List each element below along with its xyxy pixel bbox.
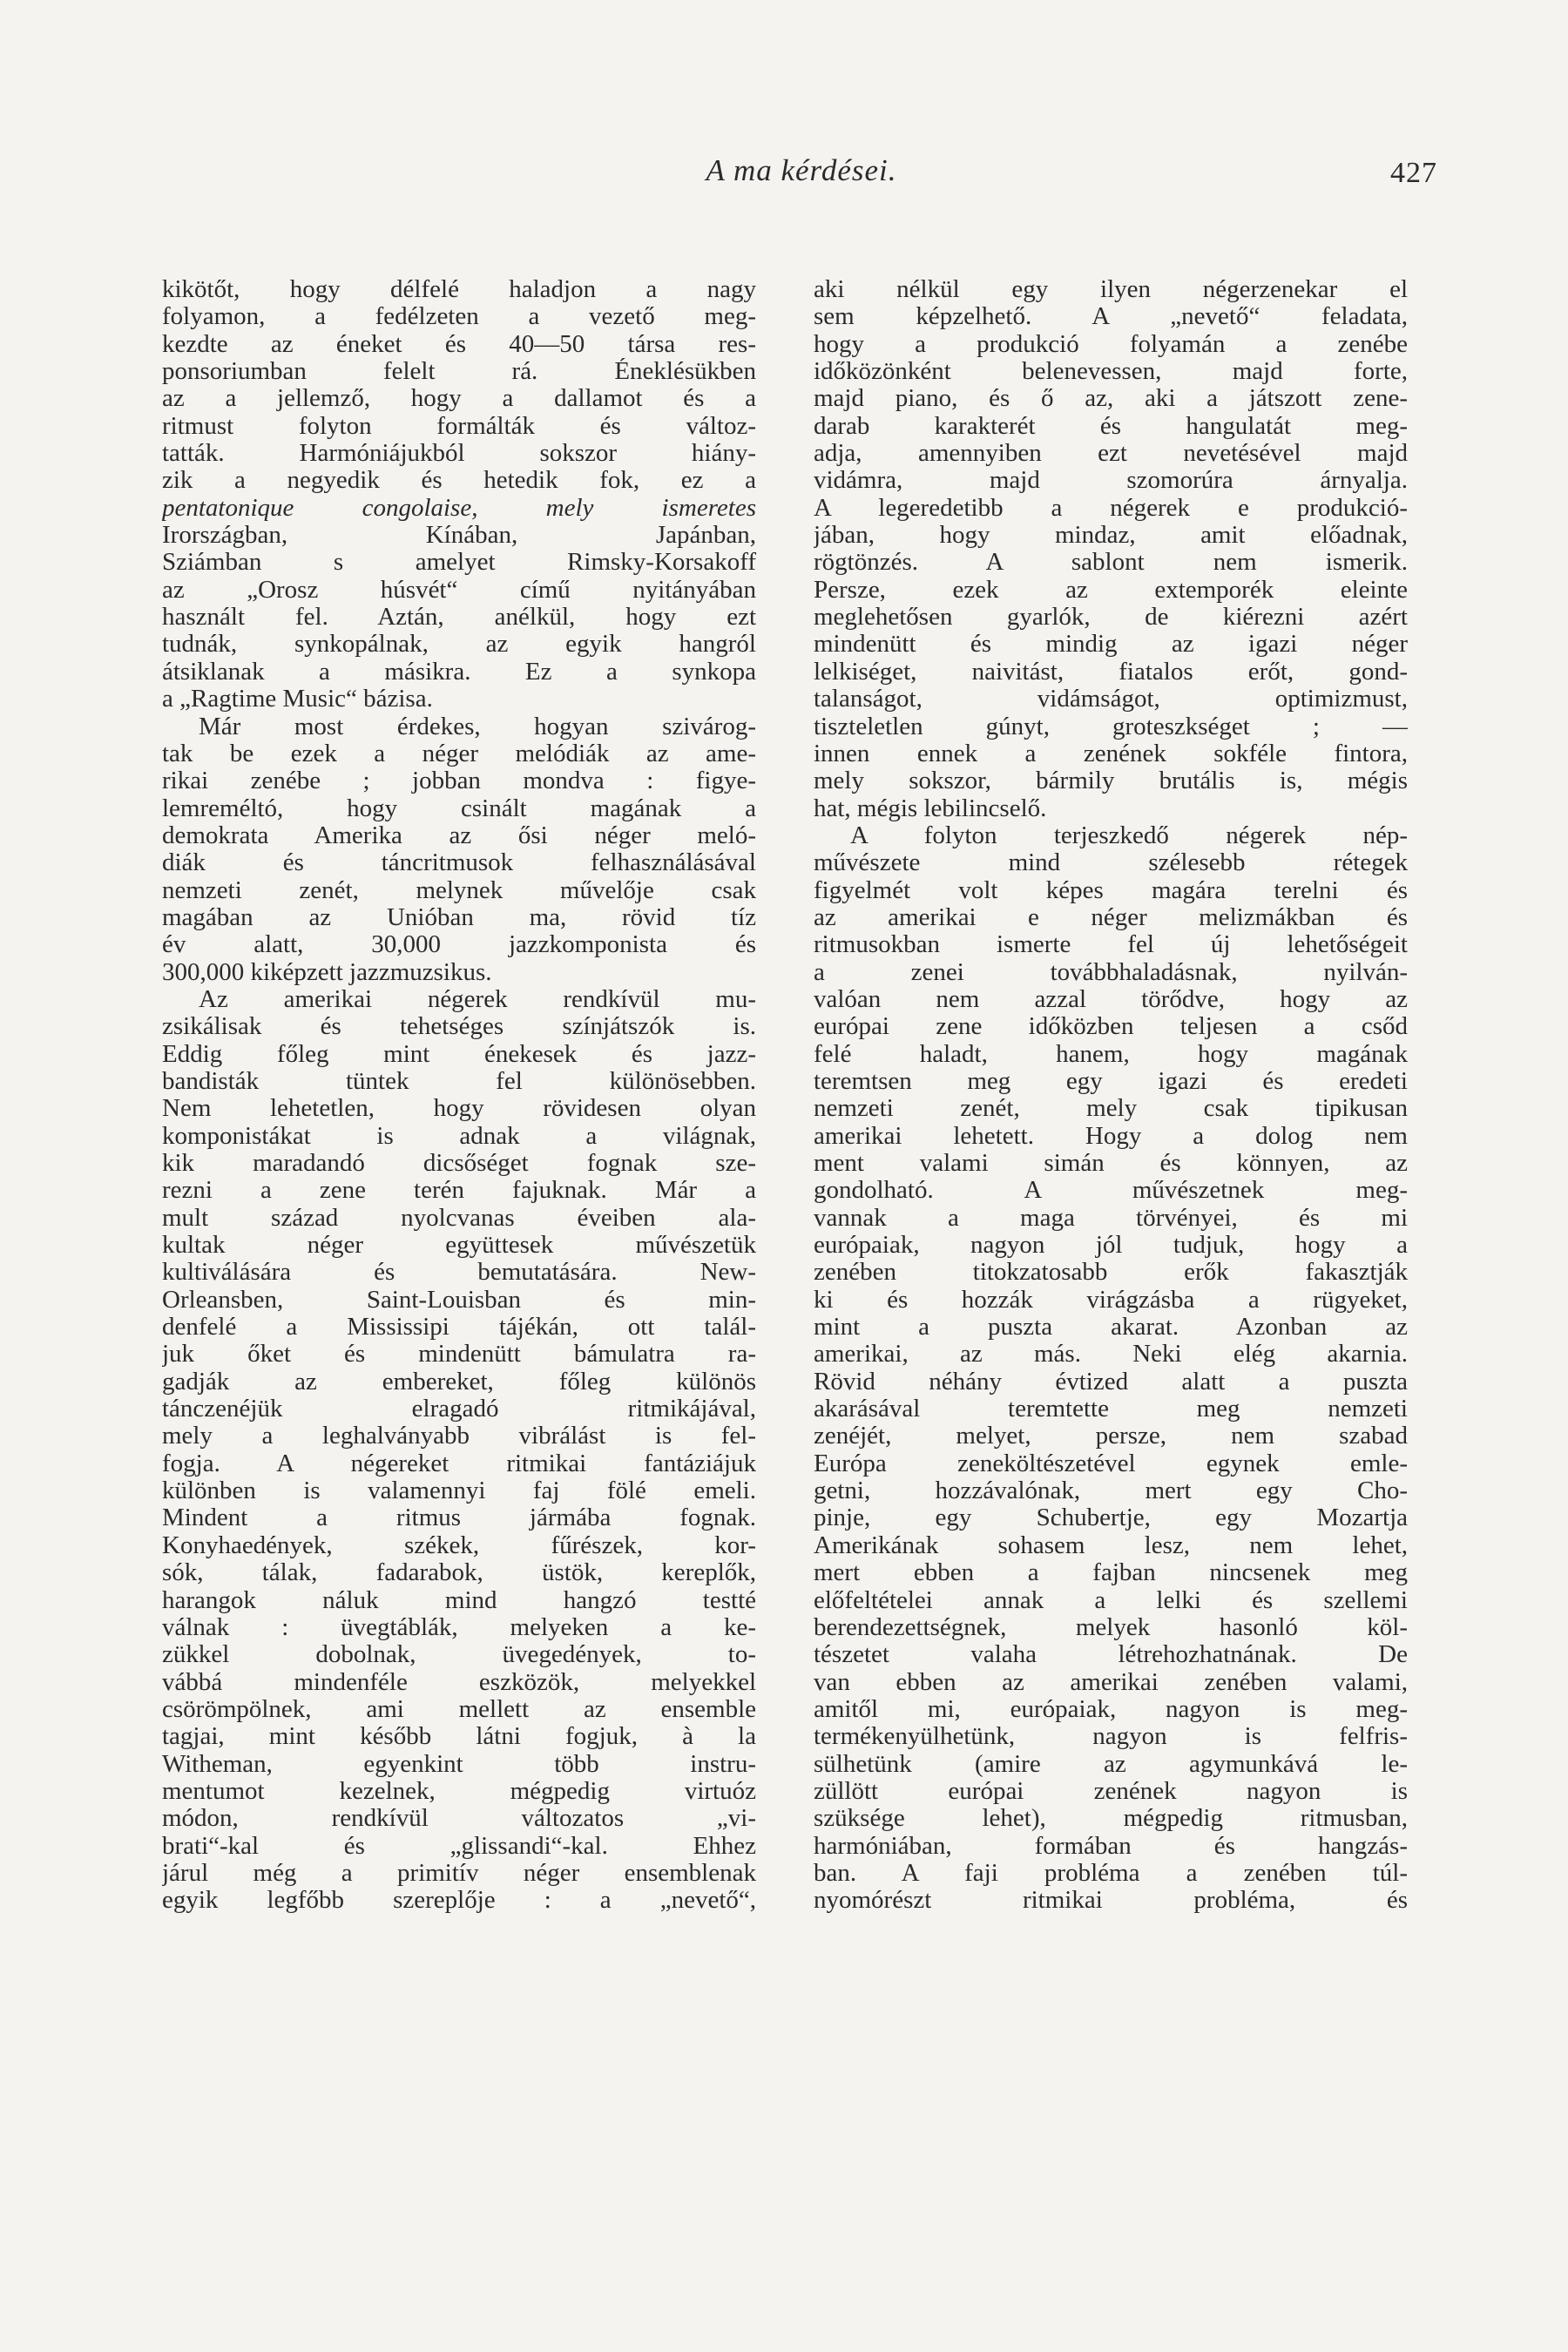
text-line: kik maradandó dicsőséget fognak sze-	[162, 1150, 756, 1177]
paragraph-start-line: A folyton terjeszkedő négerek nép-	[850, 821, 1408, 849]
text-line: a zenei továbbhaladásnak, nyilván-	[814, 958, 1408, 986]
text-line: berendezettségnek, melyek hasonló köl-	[814, 1613, 1408, 1641]
text-line: válnak : üvegtáblák, melyeken a ke-	[162, 1613, 756, 1641]
text-line: Nem lehetetlen, hogy rövidesen olyan	[162, 1095, 756, 1123]
text-line: figyelmét volt képes magára terelni és	[814, 876, 1408, 904]
text-line: amerikai lehetett. Hogy a dolog nem	[814, 1122, 1408, 1150]
text-line: mely a leghalványabb vibrálást is fel-	[162, 1423, 756, 1450]
text-line: harangok náluk mind hangzó testté	[162, 1586, 756, 1614]
text-line: sem képzelhető. A „nevető“ feladata,	[814, 303, 1408, 331]
text-line: diák és táncritmusok felhasználásával	[162, 849, 756, 877]
text-line: rögtönzés. A sablont nem ismerik.	[814, 549, 1408, 577]
paragraph-start-line: Az amerikai négerek rendkívül mu-	[199, 985, 756, 1013]
text-line: tak be ezek a néger melódiák az ame-	[162, 740, 756, 767]
text-line: folyamon, a fedélzeten a vezető meg-	[162, 303, 756, 331]
text-line: termékenyülhetünk, nagyon is felfris-	[814, 1723, 1408, 1751]
text-line: időközönként belenevessen, majd forte,	[814, 358, 1408, 386]
text-line: aki nélkül egy ilyen négerzenekar el	[814, 276, 1408, 303]
text-line: módon, rendkívül változatos „vi-	[162, 1805, 756, 1833]
text-line: nyomórészt ritmikai probléma, és	[814, 1887, 1408, 1915]
text-line: egyik legfőbb szereplője : a „nevető“,	[162, 1887, 756, 1915]
text-line: brati“-kal és „glissandi“-kal. Ehhez	[162, 1832, 756, 1860]
text-line: ban. A faji probléma a zenében túl-	[814, 1859, 1408, 1887]
text-line: lelkiséget, naivitást, fiatalos erőt, gond-	[814, 658, 1408, 686]
text-line: adja, amennyiben ezt nevetésével majd	[814, 440, 1408, 468]
text-line: magában az Unióban ma, rövid tíz	[162, 903, 756, 931]
text-line: sók, tálak, fadarabok, üstök, kereplők,	[162, 1559, 756, 1587]
text-line: zsikálisak és tehetséges színjátszók is.	[162, 1013, 756, 1041]
text-line: Irországban, Kínában, Japánban,	[162, 522, 756, 550]
text-line: felé haladt, hanem, hogy magának	[814, 1040, 1408, 1068]
text-line: akarásával teremtette meg nemzeti	[814, 1396, 1408, 1423]
text-line: Witheman, egyenkint több instru-	[162, 1750, 756, 1778]
text-line: művészete mind szélesebb rétegek	[814, 849, 1408, 877]
text-line: szüksége lehet), mégpedig ritmusban,	[814, 1805, 1408, 1833]
text-line: vidámra, majd szomorúra árnyalja.	[814, 467, 1408, 495]
text-line: év alatt, 30,000 jazzkomponista és	[162, 931, 756, 959]
text-line: gadják az embereket, főleg különös	[162, 1368, 756, 1396]
text-line: mentumot kezelnek, mégpedig virtuóz	[162, 1777, 756, 1805]
text-line: zükkel dobolnak, üvegedények, to-	[162, 1641, 756, 1669]
text-line: járul még a primitív néger ensemblenak	[162, 1859, 756, 1887]
text-line: amitől mi, európaiak, nagyon is meg-	[814, 1695, 1408, 1723]
text-line: Rövid néhány évtized alatt a puszta	[814, 1368, 1408, 1396]
text-line: nemzeti zenét, melynek művelője csak	[162, 876, 756, 904]
italic-term: pentatonique congolaise, mely ismeretes	[162, 494, 756, 522]
text-line: tudnák, synkopálnak, az egyik hangról	[162, 631, 756, 659]
text-line: az „Orosz húsvét“ című nyitányában	[162, 576, 756, 604]
text-line: használt fel. Aztán, anélkül, hogy ezt	[162, 604, 756, 632]
text-line: nemzeti zenét, mely csak tipikusan	[814, 1095, 1408, 1123]
text-line: talanságot, vidámságot, optimizmust,	[814, 686, 1408, 713]
text-line: mult század nyolcvanas éveiben ala-	[162, 1204, 756, 1232]
text-line: az a jellemző, hogy a dallamot és a	[162, 385, 756, 413]
text-line: ritmusokban ismerte fel új lehetőségeit	[814, 931, 1408, 959]
left-column	[162, 276, 756, 1915]
text-line: teremtsen meg egy igazi és eredeti	[814, 1067, 1408, 1095]
text-line: harmóniában, formában és hangzás-	[814, 1832, 1408, 1860]
text-line: Mindent a ritmus jármába fognak.	[162, 1504, 756, 1532]
text-line: csörömpölnek, ami mellett az ensemble	[162, 1695, 756, 1723]
text-line: amerikai, az más. Neki elég akarnia.	[814, 1341, 1408, 1369]
text-line: mint a puszta akarat. Azonban az	[814, 1314, 1408, 1342]
text-line: valóan nem azzal törődve, hogy az	[814, 985, 1408, 1013]
text-line: átsiklanak a másikra. Ez a synkopa	[162, 658, 756, 686]
paragraph-end-line: 300,000 kiképzett jazzmuzsikus.	[162, 958, 492, 986]
text-line: A legeredetibb a négerek e produkció-	[814, 494, 1408, 522]
text-line: európaiak, nagyon jól tudjuk, hogy a	[814, 1232, 1408, 1260]
text-line: kezdte az éneket és 40—50 társa res-	[162, 330, 756, 358]
text-line: különben is valamennyi faj fölé emeli.	[162, 1477, 756, 1505]
text-line: mindenütt és mindig az igazi néger	[814, 631, 1408, 659]
text-line: innen ennek a zenének sokféle fintora,	[814, 740, 1408, 767]
text-line: rezni a zene terén fajuknak. Már a	[162, 1177, 756, 1205]
text-line: mert ebben a fajban nincsenek meg	[814, 1559, 1408, 1587]
text-line: fogja. A négereket ritmikai fantáziájuk	[162, 1450, 756, 1477]
text-line: tagjai, mint később látni fogjuk, à la	[162, 1723, 756, 1751]
text-line: gondolható. A művészetnek meg-	[814, 1177, 1408, 1205]
running-head	[0, 153, 1568, 193]
text-line: getni, hozzávalónak, mert egy Cho-	[814, 1477, 1408, 1505]
text-line: ki és hozzák virágzásba a rügyeket,	[814, 1286, 1408, 1314]
running-title: A ma kérdései.	[706, 153, 897, 187]
text-line-italic	[162, 495, 756, 522]
text-line: lemreméltó, hogy csinált magának a	[162, 794, 756, 822]
text-line: denfelé a Mississipi tájékán, ott talál-	[162, 1314, 756, 1342]
text-line: rikai zenébe ; jobban mondva : figye-	[162, 767, 756, 795]
text-line: juk őket és mindenütt bámulatra ra-	[162, 1341, 756, 1369]
text-line: kultiválására és bemutatására. New-	[162, 1259, 756, 1287]
text-line: vábbá mindenféle eszközök, melyekkel	[162, 1668, 756, 1696]
text-line: ment valami simán és könnyen, az	[814, 1150, 1408, 1177]
paragraph-end-line: hat, mégis lebilincselő.	[814, 794, 1047, 822]
paragraph-start-line: Már most érdekes, hogyan szivárog-	[199, 713, 756, 740]
text-line: hogy a produkció folyamán a zenébe	[814, 330, 1408, 358]
text-line: Eddig főleg mint énekesek és jazz-	[162, 1040, 756, 1068]
text-line: komponistákat is adnak a világnak,	[162, 1122, 756, 1150]
text-line: előfeltételei annak a lelki és szellemi	[814, 1586, 1408, 1614]
text-line: mely sokszor, bármily brutális is, mégis	[814, 767, 1408, 795]
text-line: Orleansben, Saint-Louisban és min-	[162, 1286, 756, 1314]
text-line: majd piano, és ő az, aki a játszott zene-	[814, 385, 1408, 413]
text-line: meglehetősen gyarlók, de kiérezni azért	[814, 604, 1408, 632]
text-line: Konyhaedények, székek, fűrészek, kor-	[162, 1531, 756, 1559]
text-line: van ebben az amerikai zenében valami,	[814, 1668, 1408, 1696]
text-line: kultak néger együttesek művészetük	[162, 1232, 756, 1260]
text-line: tiszteletlen gúnyt, groteszkséget ; —	[814, 713, 1408, 740]
text-line: Sziámban s amelyet Rimsky-Korsakoff	[162, 549, 756, 577]
right-column	[814, 276, 1408, 1915]
text-line: tészetet valaha létrehozhatnának. De	[814, 1641, 1408, 1669]
text-line: zenéjét, melyet, persze, nem szabad	[814, 1423, 1408, 1450]
text-line: európai zene időközben teljesen a csőd	[814, 1013, 1408, 1041]
page-number: 427	[1390, 157, 1437, 189]
text-line: sülhetünk (amire az agymunkává le-	[814, 1750, 1408, 1778]
text-line: vannak a maga törvényei, és mi	[814, 1204, 1408, 1232]
text-line: züllött európai zenének nagyon is	[814, 1777, 1408, 1805]
text-line: Persze, ezek az extemporék eleinte	[814, 576, 1408, 604]
text-line: ritmust folyton formálták és változ-	[162, 412, 756, 440]
text-line: tánczenéjük elragadó ritmikájával,	[162, 1396, 756, 1423]
text-line: Amerikának sohasem lesz, nem lehet,	[814, 1531, 1408, 1559]
text-line: zenében titokzatosabb erők fakasztják	[814, 1259, 1408, 1287]
text-line: az amerikai e néger melizmákban és	[814, 903, 1408, 931]
text-line: bandisták tüntek fel különösebben.	[162, 1067, 756, 1095]
text-line: ponsoriumban felelt rá. Éneklésükben	[162, 358, 756, 386]
text-line: jában, hogy mindaz, amit előadnak,	[814, 522, 1408, 550]
text-line: demokrata Amerika az ősi néger meló-	[162, 821, 756, 849]
text-line: tatták. Harmóniájukból sokszor hiány-	[162, 440, 756, 468]
paragraph-end-line: a „Ragtime Music“ bázisa.	[162, 686, 433, 713]
text-line: Európa zeneköltészetével egynek emle-	[814, 1450, 1408, 1477]
text-line: zik a negyedik és hetedik fok, ez a	[162, 467, 756, 495]
text-line: darab karakterét és hangulatát meg-	[814, 412, 1408, 440]
text-line: pinje, egy Schubertje, egy Mozartja	[814, 1504, 1408, 1532]
text-line: kikötőt, hogy délfelé haladjon a nagy	[162, 276, 756, 303]
